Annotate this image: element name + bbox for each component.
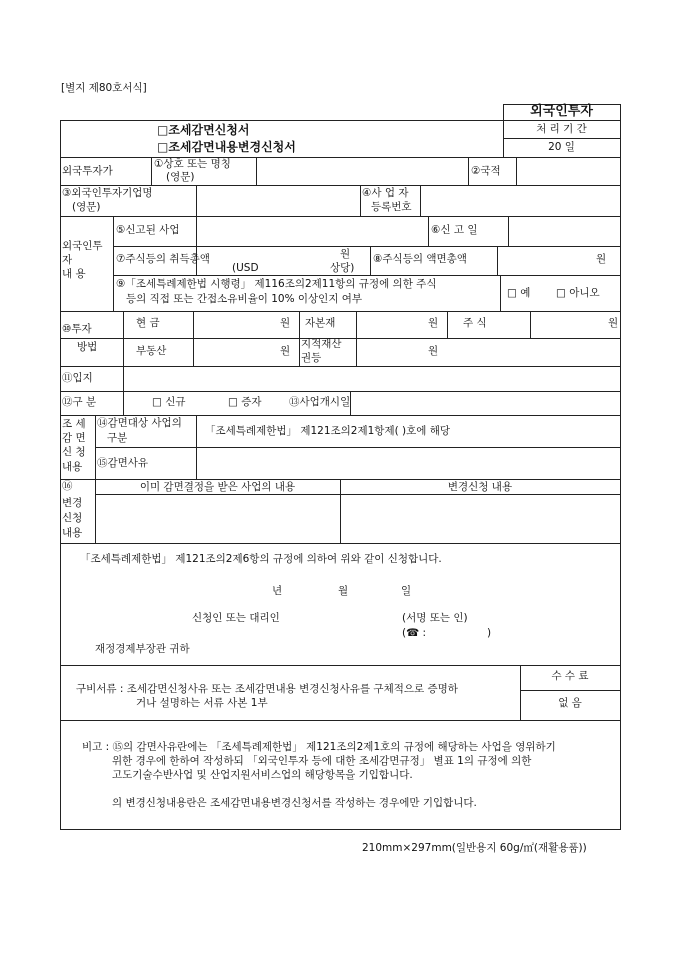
- notes-line2: 위한 경우에 한하여 작성하되 「외국인투자 등에 대한 조세감면규정」 별표 1의 규정에 의한: [112, 755, 532, 767]
- applicant-label: 신청인 또는 대리인: [192, 612, 280, 624]
- processing-period-value: 20 일: [548, 141, 575, 153]
- business-start-label: ⑬사업개시일: [289, 396, 351, 408]
- par-value-label: ⑧주식등의 액면총액: [373, 253, 467, 265]
- capital-goods-label: 자본재: [305, 317, 336, 329]
- change-label: 변경: [62, 497, 83, 509]
- reduction-target-label: ⑭감면대상 사업의: [97, 417, 182, 429]
- required-docs-line2: 거나 설명하는 서류 사본 1부: [136, 697, 268, 709]
- nationality-label: ②국적: [471, 165, 501, 177]
- cash-label: 현 금: [136, 317, 160, 329]
- reduction-section-label-4: 내용: [62, 461, 83, 473]
- investment-section-label: 외국인투: [62, 240, 103, 252]
- ip-label: 지적재산: [301, 338, 342, 350]
- date-month-label: 월: [338, 585, 349, 597]
- investment-section-label-3: 내 용: [62, 268, 86, 280]
- change-request-field[interactable]: [341, 495, 619, 542]
- investor-name-field[interactable]: [257, 158, 467, 184]
- signature-label[interactable]: (서명 또는 인): [402, 612, 468, 624]
- change-label-2: 신청: [62, 512, 83, 524]
- nationality-field[interactable]: [517, 158, 619, 184]
- shares-label: 주 식: [463, 317, 487, 329]
- company-name-english-label: (영문): [72, 201, 101, 213]
- category-label: 외국인투자: [530, 104, 593, 119]
- date-day-label: 일: [401, 585, 412, 597]
- company-name-label: ③외국인투자기업명: [62, 187, 153, 199]
- change-number: ⑯: [62, 480, 73, 492]
- business-start-field[interactable]: [351, 392, 619, 414]
- location-label: ⑪입지: [62, 372, 93, 384]
- division-expansion-checkbox[interactable]: □ 증자: [228, 396, 262, 408]
- capital-goods-won: 원: [428, 317, 439, 329]
- investment-section-label-2: 자: [62, 254, 73, 266]
- form-number: [별지 제80호서식]: [61, 82, 147, 94]
- title-reduction-application[interactable]: □조세감면신청서: [157, 123, 250, 137]
- usd-label: (USD: [232, 262, 259, 274]
- shares-won: 원: [608, 317, 619, 329]
- reduction-reason-field[interactable]: [197, 448, 619, 478]
- division-new-checkbox[interactable]: □ 신규: [152, 396, 186, 408]
- investor-section-label: 외국투자가: [62, 165, 113, 177]
- notes-line1: 비고 : ⑮의 감면사유란에는 「조세특례제한법」 제121조의2제1호의 규정에 해당하는 사업을 영위하기: [82, 741, 556, 753]
- reduction-section-label-3: 신 청: [62, 446, 86, 458]
- reduction-section-label-2: 감 면: [62, 432, 86, 444]
- reduction-section-label: 조 세: [62, 418, 86, 430]
- ownership-question-2: 등의 직접 또는 간접소유비율이 10% 이상인지 여부: [126, 293, 363, 305]
- prior-content-header: 이미 감면결정을 받은 사업의 내용: [139, 481, 296, 493]
- prior-content-field[interactable]: [96, 495, 339, 542]
- real-estate-won: 원: [280, 345, 291, 357]
- paper-spec-footer: 210mm×297mm(일반용지 60g/㎡(재활용품)): [362, 842, 587, 854]
- reduction-target-value[interactable]: 「조세특례제한법」 제121조의2제1항제( )호에 해당: [205, 425, 451, 437]
- acquisition-won-label: 원: [340, 248, 351, 260]
- division-label: ⑫구 분: [62, 396, 97, 408]
- reported-business-field[interactable]: [197, 217, 427, 245]
- processing-period-label: 처 리 기 간: [536, 123, 587, 135]
- real-estate-label: 부동산: [136, 345, 167, 357]
- reduction-reason-label: ⑮감면사유: [97, 457, 149, 469]
- biz-no-field[interactable]: [421, 186, 619, 215]
- method-label-2: 방법: [77, 341, 98, 353]
- biz-no-label: ④사 업 자: [362, 187, 409, 199]
- cash-won: 원: [280, 317, 291, 329]
- notes-line4: 의 변경신청내용란은 조세감면내용변경신청서를 작성하는 경우에만 기입합니다.: [112, 797, 477, 809]
- notes-line3: 고도기술수반사업 및 산업지원서비스업의 해당항목을 기입합니다.: [112, 769, 413, 781]
- reduction-target-label-2: 구분: [107, 432, 128, 444]
- investor-name-english-label: (영문): [166, 171, 195, 183]
- investor-name-label: ①상호 또는 명칭: [154, 158, 231, 170]
- ip-label-2: 권등: [301, 352, 322, 364]
- phone-close: ): [487, 627, 492, 639]
- ip-won: 원: [428, 345, 439, 357]
- recipient-label: 재정경제부장관 귀하: [95, 643, 190, 655]
- change-request-header: 변경신청 내용: [447, 481, 513, 493]
- ownership-question: ⑨「조세특례제한법 시행령」 제116조의2제11항의 규정에 의한 주식: [116, 278, 437, 290]
- location-field[interactable]: [124, 367, 619, 390]
- ownership-yes-checkbox[interactable]: □ 예: [507, 287, 531, 299]
- par-won-label: 원: [596, 253, 607, 265]
- report-date-label: ⑥신 고 일: [431, 224, 478, 236]
- method-label: ⑩투자: [62, 323, 92, 335]
- fee-label: 수 수 료: [551, 670, 589, 682]
- change-label-3: 내용: [62, 527, 83, 539]
- reported-business-label: ⑤신고된 사업: [116, 224, 180, 236]
- acquisition-amount-label: ⑦주식등의 취득총액: [116, 253, 210, 265]
- title-change-application[interactable]: □조세감면내용변경신청서: [157, 140, 296, 154]
- phone-label: (☎ :: [402, 627, 427, 639]
- equiv-label: 상당): [330, 262, 355, 274]
- company-name-field[interactable]: [197, 186, 359, 215]
- declaration-statement: 「조세특례제한법」 제121조의2제6항의 규정에 의하여 위와 같이 신청합니다.: [80, 553, 442, 565]
- required-docs-line1: 구비서류 : 조세감면신청사유 또는 조세감면내용 변경신청사유를 구체적으로 증명하: [76, 683, 458, 695]
- biz-no-label-2: 등록번호: [371, 201, 412, 213]
- fee-value: 없 음: [558, 697, 582, 709]
- date-year-label: 년: [272, 585, 283, 597]
- ownership-no-checkbox[interactable]: □ 아니오: [556, 287, 600, 299]
- report-date-field[interactable]: [509, 217, 619, 245]
